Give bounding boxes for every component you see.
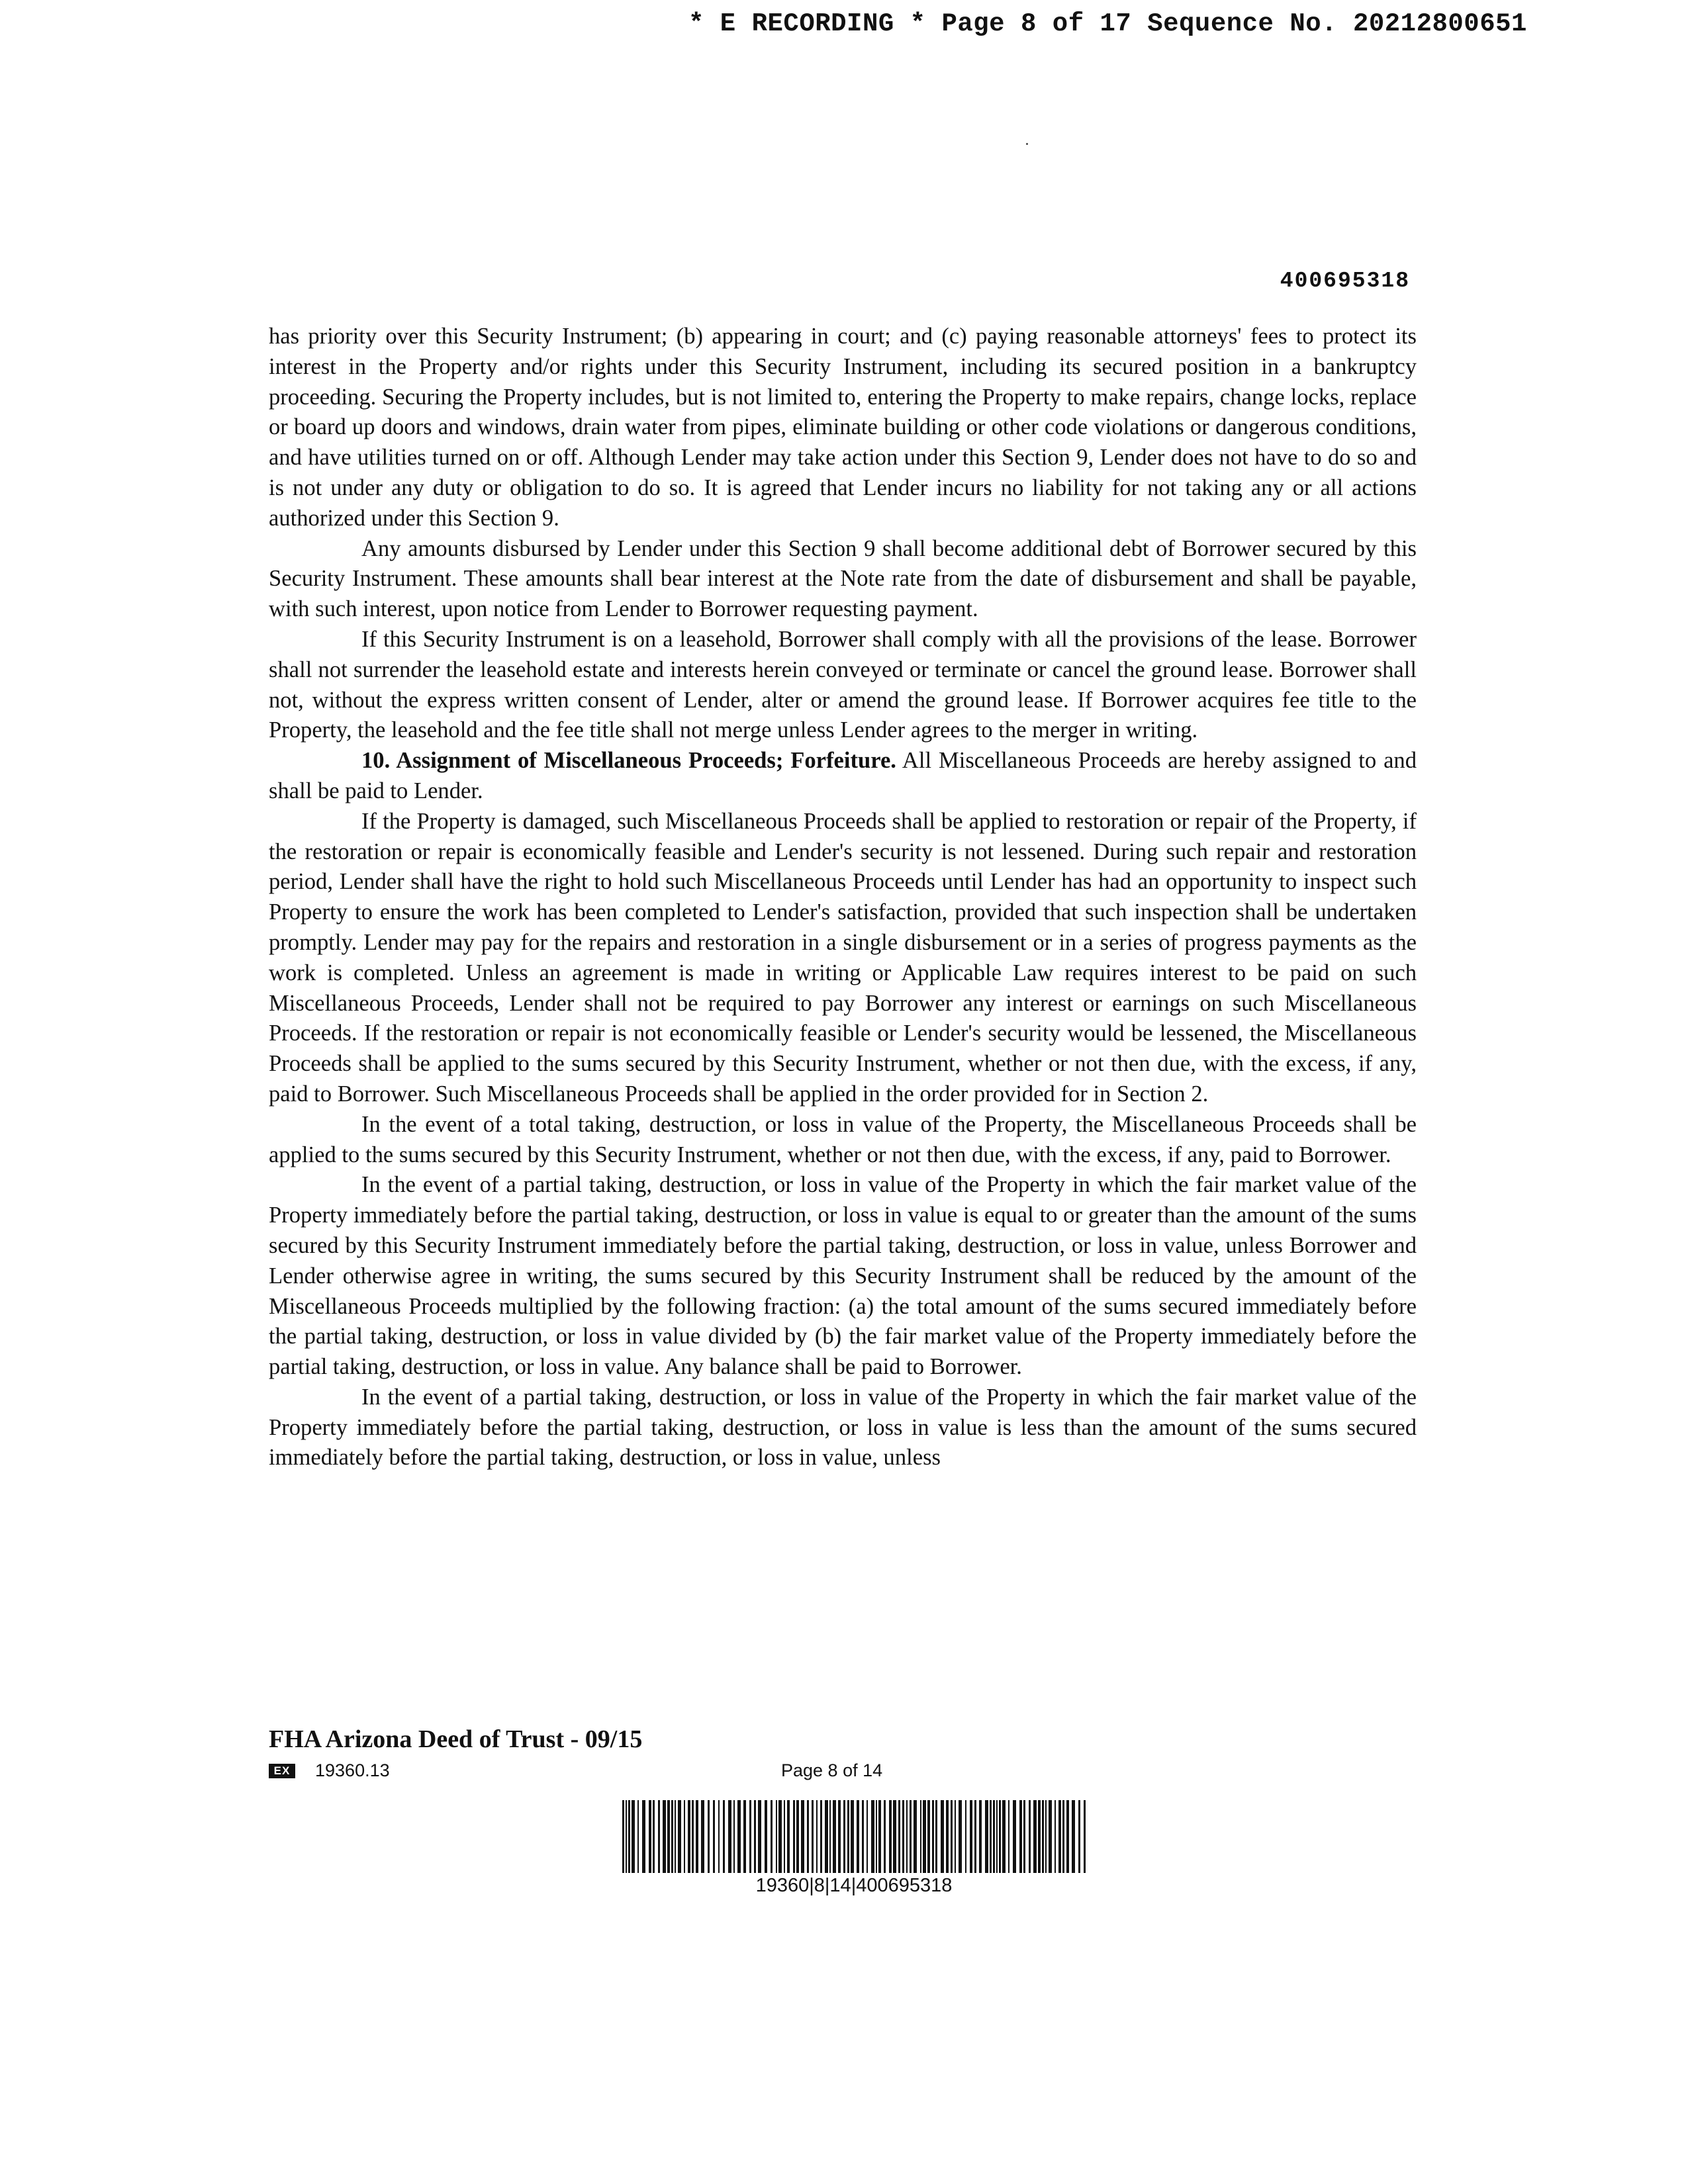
paragraph-disbursed-amounts: Any amounts disbursed by Lender under this Section 9 shall become additional debt of Borrower secured by this Security Instrument. These amounts shall bear interest at the Note rate from the date of disbursement and shall be payable, with such interest, upon notice from Lender to Borrower requesting payment.	[269, 535, 1417, 622]
ellie-mae-logo-icon: EX	[269, 1764, 295, 1778]
form-code-row	[269, 1760, 390, 1781]
paragraph-property-damaged: If the Property is damaged, such Miscellaneous Proceeds shall be applied to restoration or repair of the Property, if the restoration or repair is economically feasible and Lender's security is not lessened. During such repair and restoration period, Lender shall have the right to hold such Miscellaneous Proceeds until Lender has had an opportunity to inspect such Property to ensure the work has been completed to Lender's satisfaction, provided that such inspection shall be undertaken promptly. Lender may pay for the repairs and restoration in a single disbursement or in a series of progress payments as the work is completed. Unless an agreement is made in writing or Applicable Law requires interest to be paid on such Miscellaneous Proceeds, Lender shall not be required to pay Borrower any interest or earnings on such Miscellaneous Proceeds. If the restoration or repair is not economically feasible or Lender's security would be lessened, the Miscellaneous Proceeds shall be applied to the sums secured by this Security Instrument, whether or not then due, with the excess, if any, paid to Borrower. Such Miscellaneous Proceeds shall be applied in the order provided for in Section 2.	[269, 808, 1417, 1107]
section-10-text: All Miscellaneous Proceeds are hereby assigned to and shall be paid to Lender.	[269, 748, 1417, 803]
scan-speck	[1026, 143, 1028, 145]
document-body	[269, 322, 1417, 1473]
recording-header: * E RECORDING * Page 8 of 17 Sequence No. 20212800651	[688, 9, 1527, 38]
paragraph-section-10	[269, 746, 1417, 807]
paragraph-continuation: has priority over this Security Instrument; (b) appearing in court; and (c) paying reasonable attorneys' fees to protect its interest in the Property and/or rights under this Security Instrument, including its secured position in a bankruptcy proceeding. Securing the Property includes, but is not limited to, entering the Property to make repairs, change locks, replace or board up doors and windows, drain water from pipes, eliminate building or other code violations or dangerous conditions, and have utilities turned on or off. Although Lender may take action under this Section 9, Lender does not have to do so and is not under any duty or obligation to do so. It is agreed that Lender incurs no liability for not taking any or all actions authorized under this Section 9.	[269, 324, 1417, 531]
loan-number: 400695318	[1280, 269, 1410, 293]
barcode-text: 19360|8|14|400695318	[755, 1875, 953, 1896]
form-code: 19360.13	[315, 1760, 390, 1780]
paragraph-partial-taking-less: In the event of a partial taking, destruction, or loss in value of the Property in which the fair market value of the Property immediately before the partial taking, destruction, or loss in value is less than the amount of the sums secured immediately before the partial taking, destruction, or loss in value, unless	[269, 1384, 1417, 1471]
paragraph-leasehold: If this Security Instrument is on a leasehold, Borrower shall comply with all the provisions of the lease. Borrower shall not surrender the leasehold estate and interests herein conveyed or terminate or cancel the ground lease. Borrower shall not, without the express written consent of Lender, alter or amend the ground lease. If Borrower acquires fee title to the Property, the leasehold and the fee title shall not merge unless Lender agrees to the merger in writing.	[269, 626, 1417, 743]
footer-title: FHA Arizona Deed of Trust - 09/15	[269, 1725, 643, 1753]
barcode-icon	[622, 1800, 1086, 1873]
section-10-heading: 10. Assignment of Miscellaneous Proceeds; Forfeiture.	[361, 748, 896, 774]
page-number: Page 8 of 14	[781, 1760, 883, 1780]
paragraph-total-taking: In the event of a total taking, destruction, or loss in value of the Property, the Miscellaneous Proceeds shall be applied to the sums secured by this Security Instrument, whether or not then due, with the excess, if any, paid to Borrower.	[269, 1111, 1417, 1167]
paragraph-partial-taking-greater: In the event of a partial taking, destruction, or loss in value of the Property in which the fair market value of the Property immediately before the partial taking, destruction, or loss in value is equal to or greater than the amount of the sums secured by this Security Instrument immediately before the partial taking, destruction, or loss in value, unless Borrower and Lender otherwise agree in writing, the sums secured by this Security Instrument shall be reduced by the amount of the Miscellaneous Proceeds multiplied by the following fraction: (a) the total amount of the sums secured immediately before the partial taking, destruction, or loss in value divided by (b) the fair market value of the Property immediately before the partial taking, destruction, or loss in value. Any balance shall be paid to Borrower.	[269, 1172, 1417, 1380]
